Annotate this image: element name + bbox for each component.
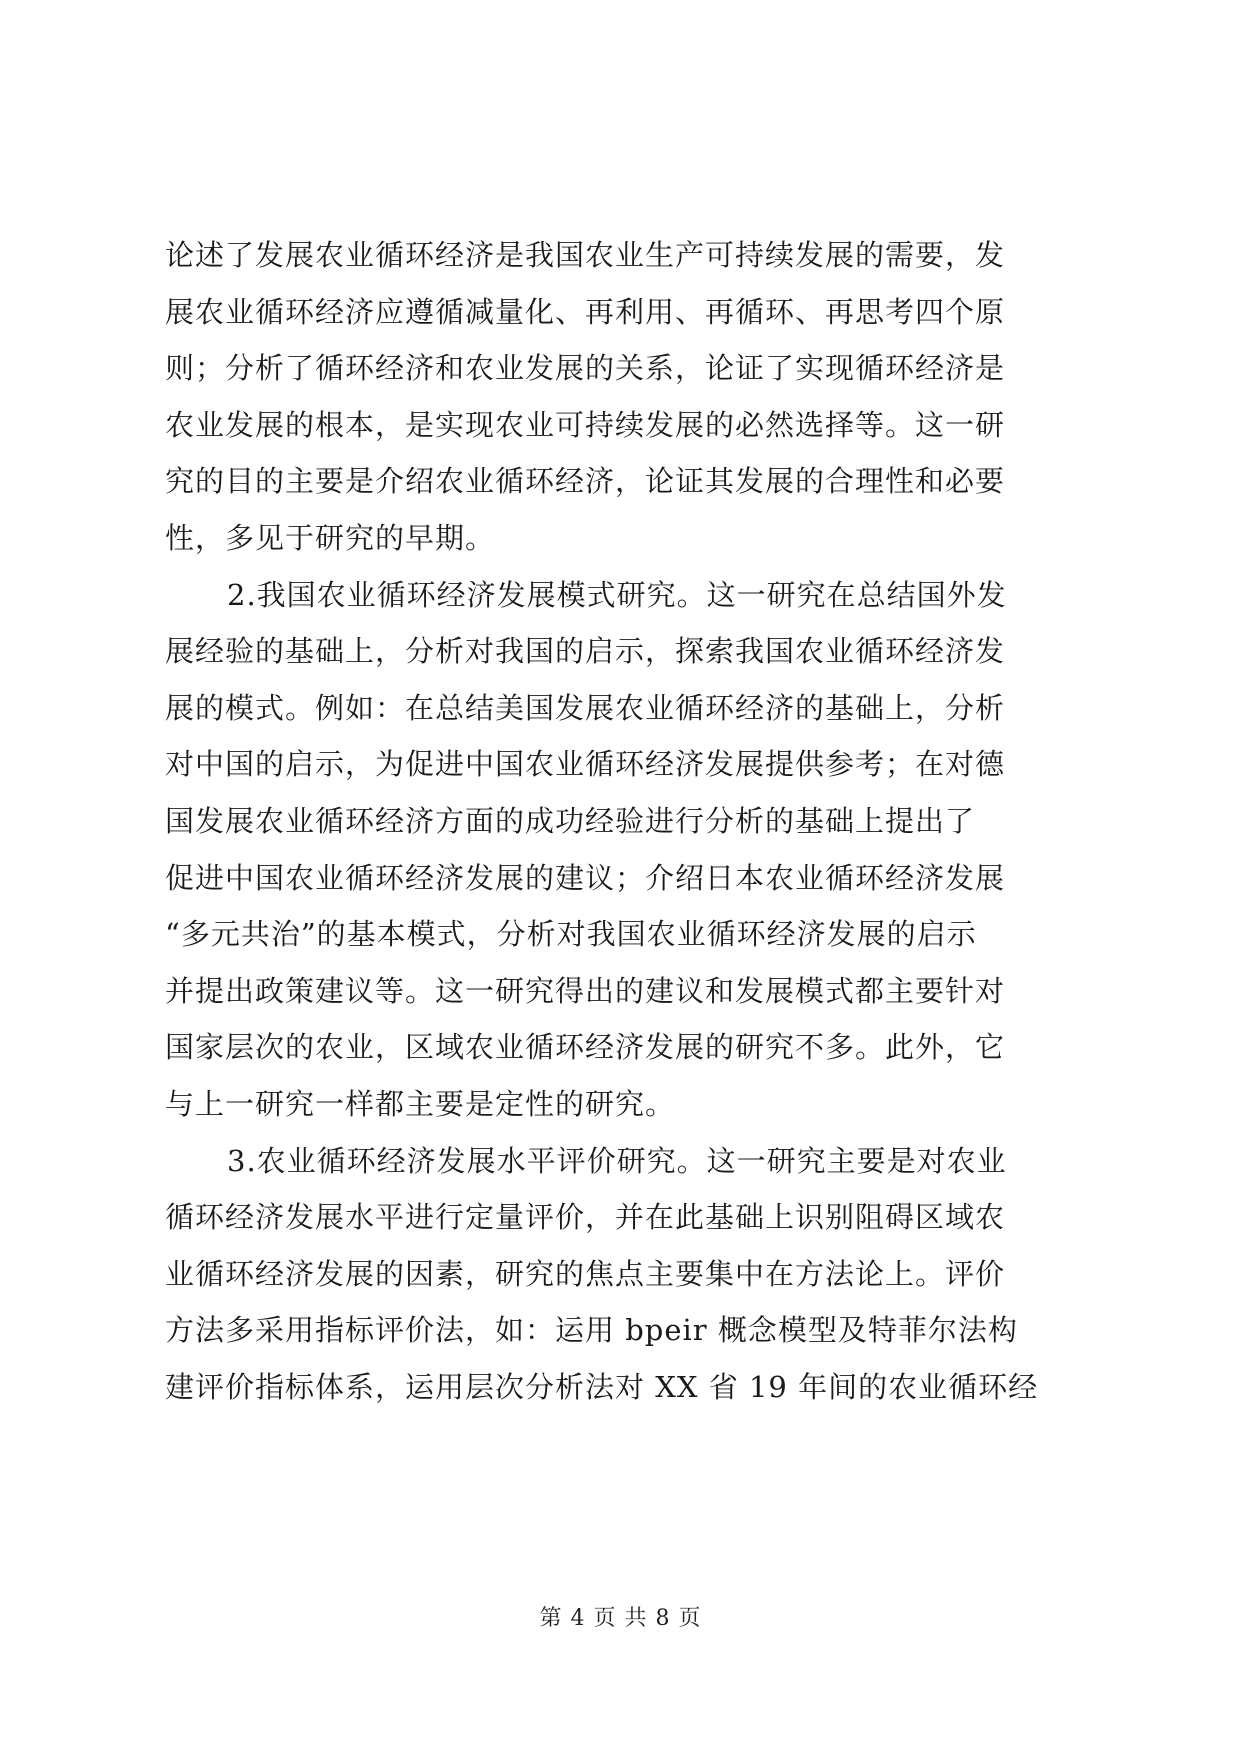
text-line: 展的模式。例如：在总结美国发展农业循环经济的基础上，分析 — [165, 690, 1006, 725]
paragraph-first-line: 3.农业循环经济发展水平评价研究。这一研究主要是对农业 — [227, 1143, 1007, 1178]
text-line: 展农业循环经济应遵循减量化、再利用、再循环、再思考四个原 — [165, 294, 1006, 329]
text-line: 论述了发展农业循环经济是我国农业生产可持续发展的需要，发 — [165, 238, 1006, 272]
text-line: 循环经济发展水平进行定量评价，并在此基础上识别阻碍区域农 — [165, 1200, 1006, 1235]
text-line: 性，多见于研究的早期。 — [165, 520, 496, 555]
text-line: 对中国的启示，为促进中国农业循环经济发展提供参考；在对德 — [165, 747, 1006, 782]
text-line: 方法多采用指标评价法，如：运用 bpeir 概念模型及特菲尔法构 — [165, 1313, 1018, 1348]
body-text — [165, 227, 1075, 1415]
text-line: “多元共治”的基本模式，分析对我国农业循环经济发展的启示 — [165, 917, 977, 952]
text-line: 农业发展的根本，是实现农业可持续发展的必然选择等。这一研 — [165, 407, 1006, 442]
text-line: 国发展农业循环经济方面的成功经验进行分析的基础上提出了 — [165, 803, 976, 838]
text-line: 展经验的基础上，分析对我国的启示，探索我国农业循环经济发 — [165, 634, 1006, 669]
text-line: 究的目的主要是介绍农业循环经济，论证其发展的合理性和必要 — [165, 464, 1006, 499]
text-line: 与上一研究一样都主要是定性的研究。 — [165, 1086, 676, 1121]
text-line: 建评价指标体系，运用层次分析法对 XX 省 19 年间的农业循环经 — [165, 1369, 1039, 1404]
text-line: 并提出政策建议等。这一研究得出的建议和发展模式都主要针对 — [165, 973, 1006, 1008]
text-line: 则；分析了循环经济和农业发展的关系，论证了实现循环经济是 — [165, 351, 1006, 386]
text-line: 业循环经济发展的因素，研究的焦点主要集中在方法论上。评价 — [165, 1256, 1006, 1291]
text-line: 国家层次的农业，区域农业循环经济发展的研究不多。此外，它 — [165, 1030, 1006, 1065]
paragraph-first-line: 2.我国农业循环经济发展模式研究。这一研究在总结国外发 — [227, 577, 1007, 612]
page-number-footer: 第 4 页 共 8 页 — [539, 1606, 702, 1631]
text-line: 促进中国农业循环经济发展的建议；介绍日本农业循环经济发展 — [165, 860, 1006, 895]
